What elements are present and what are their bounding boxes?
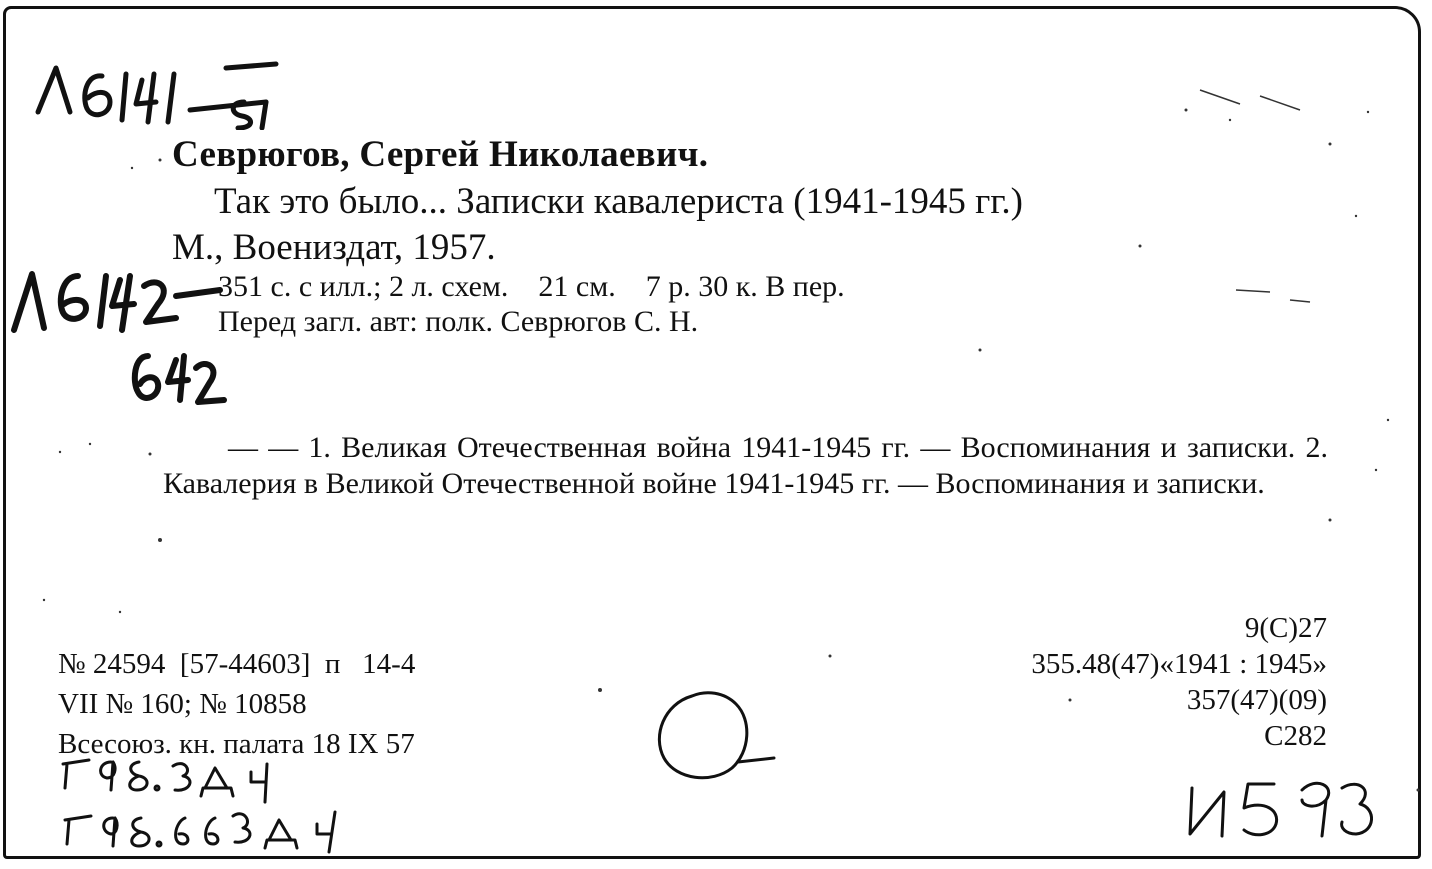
- card-physical-description: 351 с. с илл.; 2 л. схем. 21 см. 7 р. 30 к. В пер.: [218, 270, 845, 303]
- registry-block: [58, 644, 415, 764]
- card-subjects: — — 1. Великая Отечественная война 1941-1945 гг. — Воспоминания и записки. 2. Кавалерия в Великой Отечественной войне 1941-1945 гг. — Воспоминания и записки.: [163, 431, 1328, 500]
- classification-line: 357(47)(09): [1186, 684, 1327, 716]
- card-title: Так это было... Записки кавалериста (1941-1945 гг.): [214, 181, 1023, 222]
- registry-line: № 24594 [57-44603] п 14-4: [58, 648, 416, 680]
- registry-line: Всесоюз. кн. палата 18 IX 57: [58, 728, 415, 760]
- registry-line: VII № 160; № 10858: [58, 688, 307, 720]
- card-note: Перед загл. авт: полк. Севрюгов С. Н.: [218, 305, 699, 338]
- classification-line: 9(С)27: [1244, 612, 1327, 644]
- classification-line: 355.48(47)«1941 : 1945»: [1031, 648, 1327, 680]
- classification-block: [1031, 610, 1327, 754]
- card-author: Севрюгов, Сергей Николаевич.: [172, 134, 709, 175]
- classification-line: С282: [1264, 720, 1327, 752]
- card-publication: М., Воениздат, 1957.: [172, 227, 496, 268]
